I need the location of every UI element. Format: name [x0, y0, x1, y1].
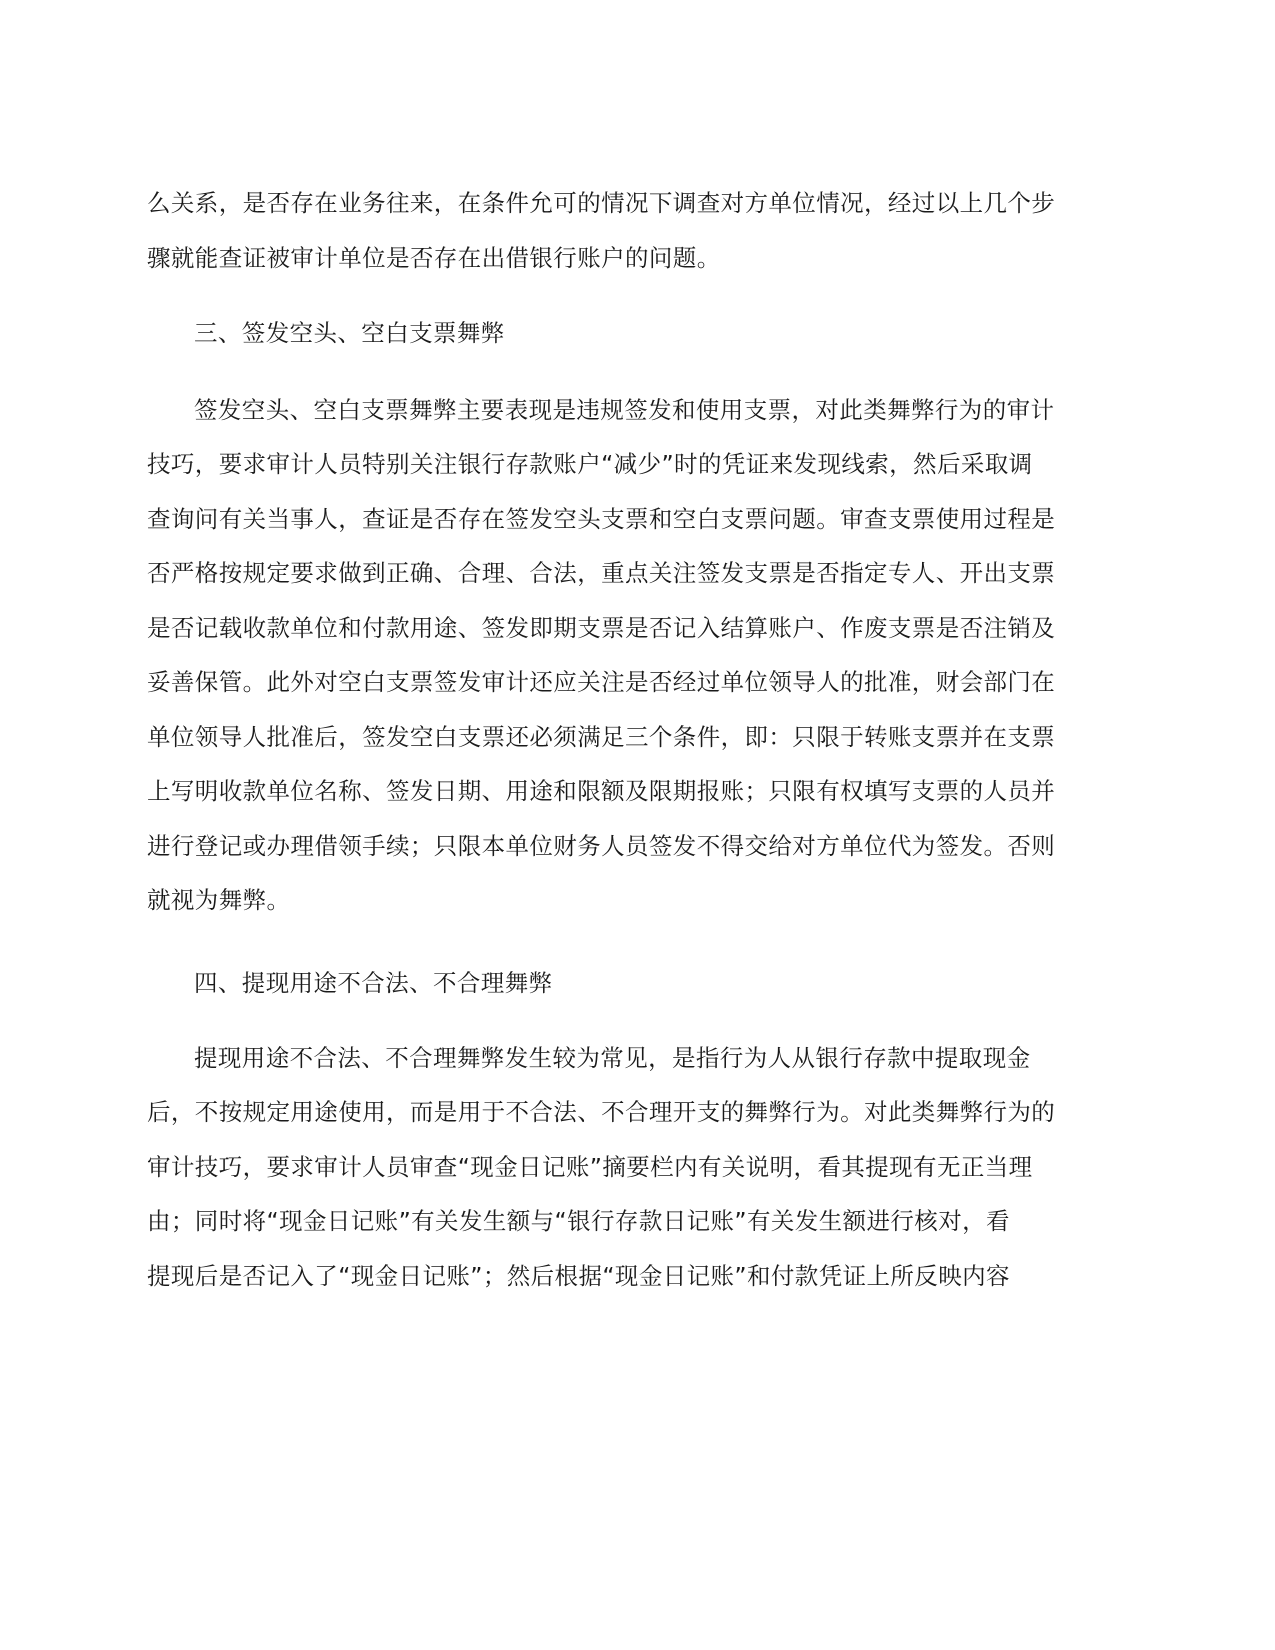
- paragraph-line: 就视为舞弊。: [147, 886, 291, 914]
- paragraph-line: 技巧，要求审计人员特别关注银行存款账户“减少”时的凭证来发现线索，然后采取调: [147, 450, 1033, 478]
- paragraph-line: 后，不按规定用途使用，而是用于不合法、不合理开支的舞弊行为。对此类舞弊行为的: [147, 1098, 1056, 1126]
- paragraph-line: 由；同时将“现金日记账”有关发生额与“银行存款日记账”有关发生额进行核对，看: [147, 1207, 1010, 1235]
- paragraph-line: 签发空头、空白支票舞弊主要表现是违规签发和使用支票，对此类舞弊行为的审计: [194, 396, 1055, 424]
- paragraph-line: 提现后是否记入了“现金日记账”；然后根据“现金日记账”和付款凭证上所反映内容: [147, 1262, 1010, 1290]
- paragraph-line: 提现用途不合法、不合理舞弊发生较为常见，是指行为人从银行存款中提取现金: [194, 1044, 1031, 1072]
- paragraph-line: 妥善保管。此外对空白支票签发审计还应关注是否经过单位领导人的批准，财会部门在: [147, 668, 1056, 696]
- paragraph-line: 否严格按规定要求做到正确、合理、合法，重点关注签发支票是否指定专人、开出支票: [147, 559, 1056, 587]
- paragraph-line: 是否记载收款单位和付款用途、签发即期支票是否记入结算账户、作废支票是否注销及: [147, 614, 1056, 642]
- section-heading-3: 三、签发空头、空白支票舞弊: [194, 319, 505, 347]
- paragraph-line: 么关系，是否存在业务往来，在条件允可的情况下调查对方单位情况，经过以上几个步: [147, 189, 1056, 217]
- paragraph-line: 单位领导人批准后，签发空白支票还必须满足三个条件，即：只限于转账支票并在支票: [147, 723, 1056, 751]
- paragraph-line: 骤就能查证被审计单位是否存在出借银行账户的问题。: [147, 244, 721, 272]
- paragraph-line: 查询问有关当事人，查证是否存在签发空头支票和空白支票问题。审查支票使用过程是: [147, 505, 1056, 533]
- section-heading-4: 四、提现用途不合法、不合理舞弊: [194, 969, 553, 997]
- paragraph-line: 进行登记或办理借领手续；只限本单位财务人员签发不得交给对方单位代为签发。否则: [147, 832, 1056, 860]
- paragraph-line: 审计技巧，要求审计人员审查“现金日记账”摘要栏内有关说明，看其提现有无正当理: [147, 1153, 1033, 1181]
- paragraph-line: 上写明收款单位名称、签发日期、用途和限额及限期报账；只限有权填写支票的人员并: [147, 777, 1056, 805]
